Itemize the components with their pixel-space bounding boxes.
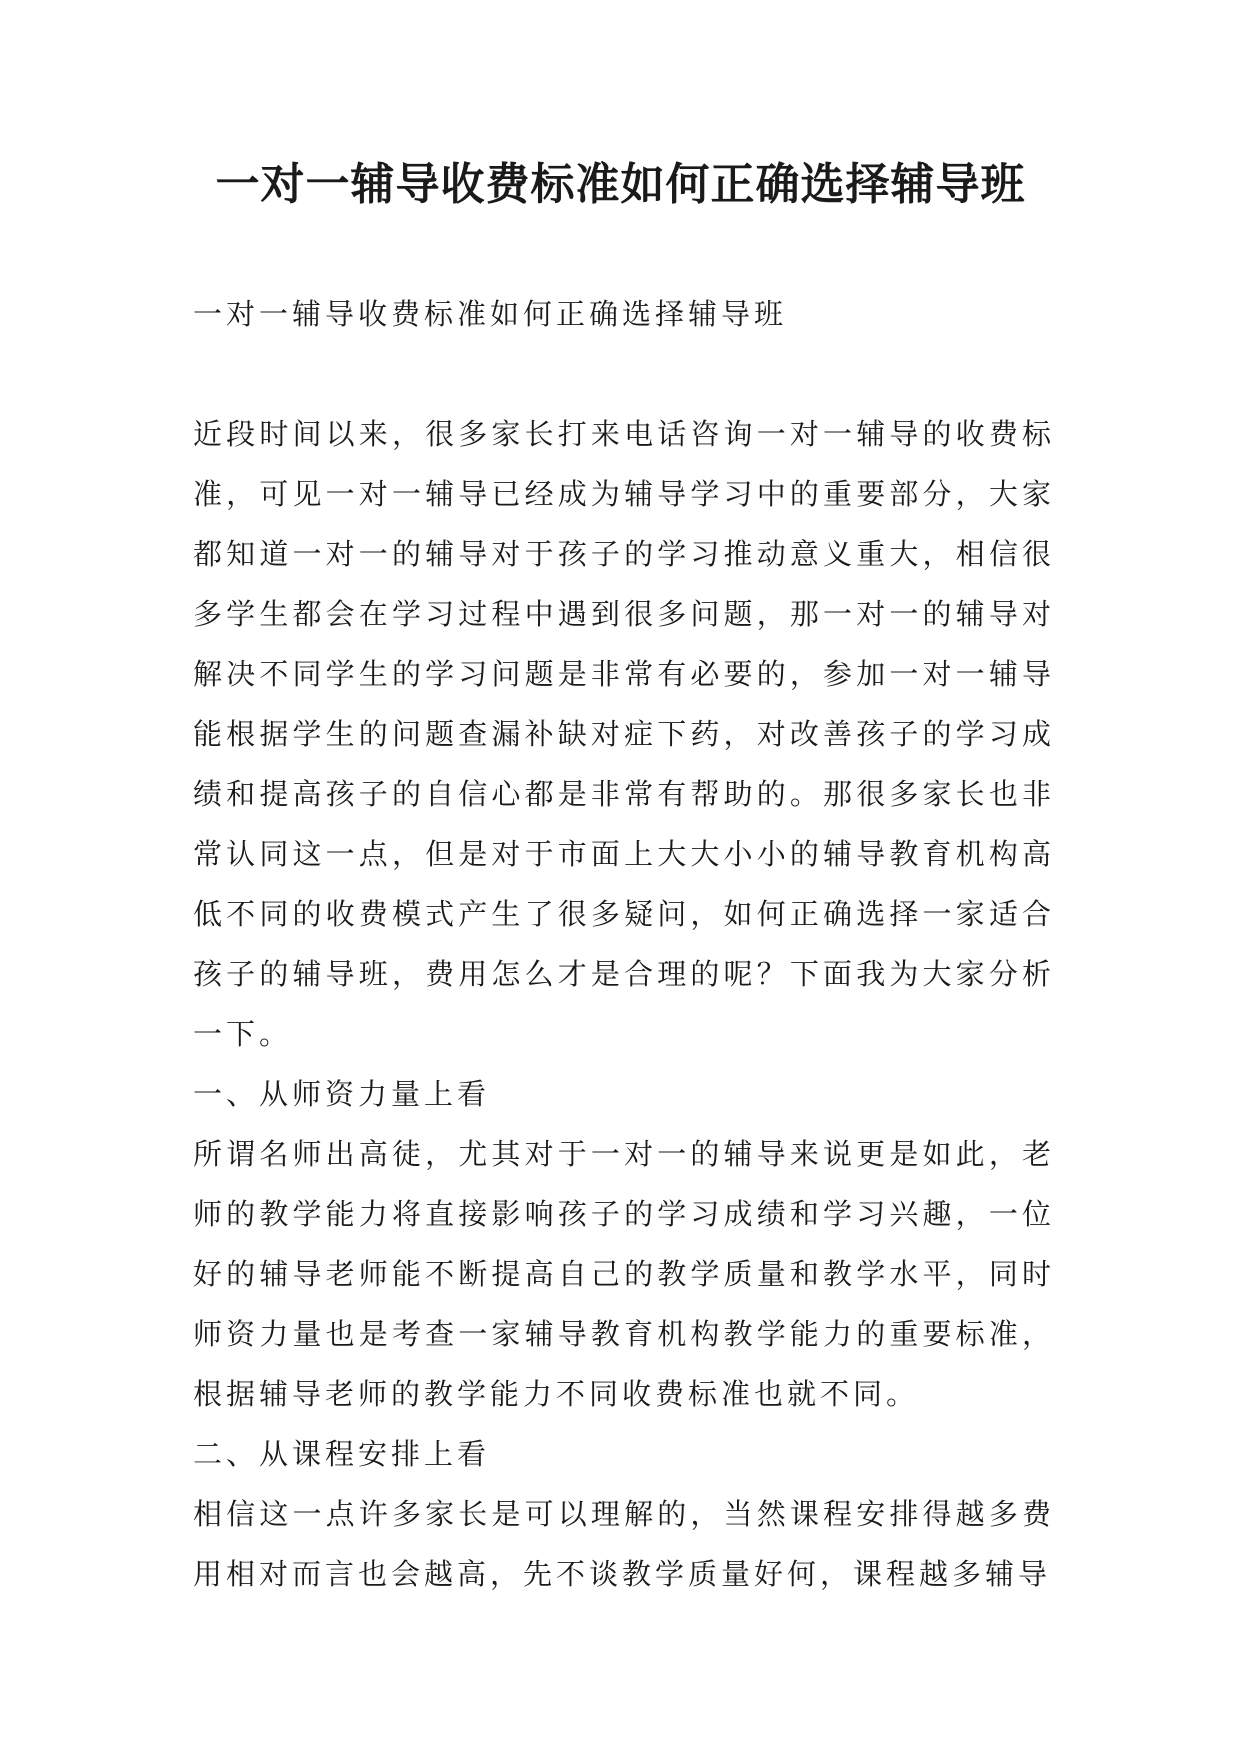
paragraph-teachers: 所谓名师出高徒，尤其对于一对一的辅导来说更是如此，老师的教学能力将直接影响孩子的学习成绩和学习兴趣，一位好的辅导老师能不断提高自己的教学质量和教学水平，同时师资力量也是考查一家辅导教育机构教学能力的重要标准，根据辅导老师的教学能力不同收费标准也就不同。	[193, 1137, 1055, 1411]
section-heading-2: 二、从课程安排上看	[193, 1437, 491, 1471]
paragraph-courses: 相信这一点许多家长是可以理解的，当然课程安排得越多费用相对而言也会越高，先不谈教学质量好何，课程越多辅导	[193, 1497, 1055, 1591]
paragraph-intro: 近段时间以来，很多家长打来电话咨询一对一辅导的收费标准，可见一对一辅导已经成为辅导学习中的重要部分，大家都知道一对一的辅导对于孩子的学习推动意义重大，相信很多学生都会在学习过程中遇到很多问题，那一对一的辅导对解决不同学生的学习问题是非常有必要的，参加一对一辅导能根据学生的问题查漏补缺对症下药，对改善孩子的学习成绩和提高孩子的自信心都是非常有帮助的。那很多家长也非常认同这一点，但是对于市面上大大小小的辅导教育机构高低不同的收费模式产生了很多疑问，如何正确选择一家适合孩子的辅导班，费用怎么才是合理的呢？下面我为大家分析一下。	[193, 417, 1055, 1051]
document-body	[193, 404, 1055, 1604]
document-subtitle: 一对一辅导收费标准如何正确选择辅导班	[193, 297, 788, 331]
document-title: 一对一辅导收费标准如何正确选择辅导班	[215, 159, 1026, 210]
section-heading-1: 一、从师资力量上看	[193, 1077, 491, 1111]
